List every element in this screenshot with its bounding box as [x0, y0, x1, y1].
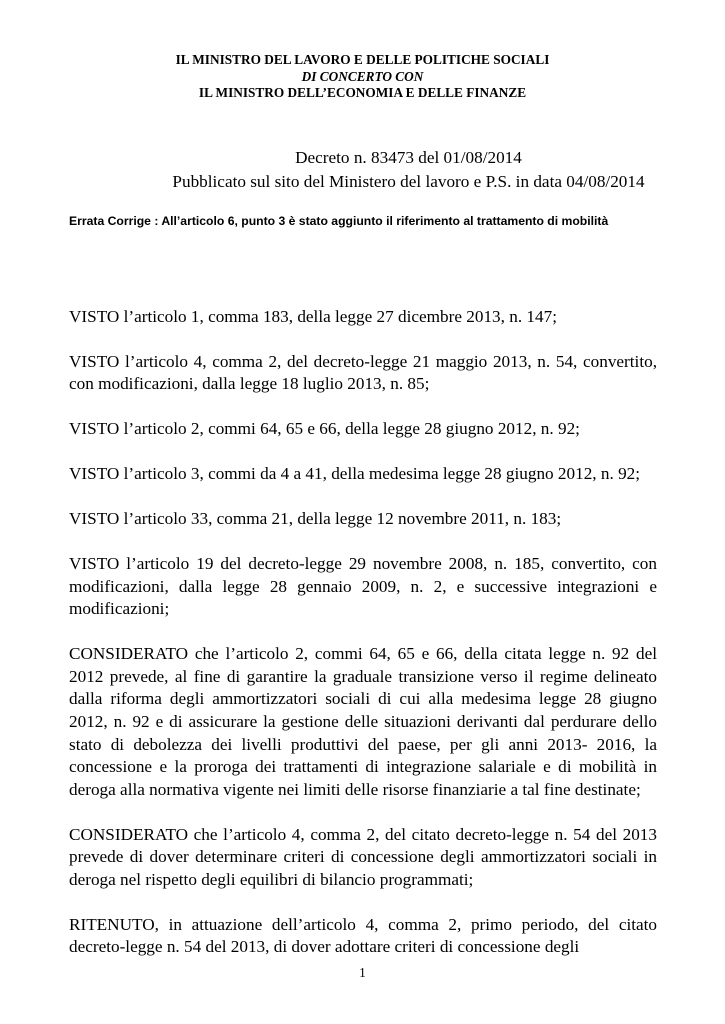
paragraph-visto-6: VISTO l’articolo 19 del decreto-legge 29 novembre 2008, n. 185, convertito, con modificazioni, dalla legge 28 gennaio 2009, n. 2, e successive integrazioni e modificazioni;	[69, 554, 657, 619]
page-number: 1	[359, 965, 366, 980]
header-minister-economy: IL MINISTRO DELL’ECONOMIA E DELLE FINANZE	[198, 85, 527, 100]
paragraph-visto-1: VISTO l’articolo 1, comma 183, della legge 27 dicembre 2013, n. 147;	[69, 307, 557, 326]
header-minister-labour: IL MINISTRO DEL LAVORO E DELLE POLITICHE SOCIALI	[175, 52, 550, 67]
decree-title-block	[0, 146, 725, 194]
paragraph-visto-3: VISTO l’articolo 2, commi 64, 65 e 66, della legge 28 giugno 2012, n. 92;	[69, 419, 580, 439]
header-in-concert-with: DI CONCERTO CON	[301, 68, 424, 84]
paragraph-considerato-1: CONSIDERATO che l’articolo 2, commi 64, 65 e 66, della citata legge n. 92 del 2012 prevede, al fine di garantire la graduale transizione verso il regime delineato dalla riforma degli ammortizzatori sociali di cui alla medesima legge 28 giugno 2012, n. 92 e di assicurare la gestione delle situazioni derivanti dal perdurare dello stato di debolezza dei livelli produttivi del paese, per gli anni 2013- 2016, la concessione e la proroga dei trattamenti di integrazione salariale e di mobilità in deroga alla normativa vigente nei limiti delle risorse finanziarie a tal fine destinate;	[69, 644, 657, 799]
paragraph-visto-5: VISTO l’articolo 33, comma 21, della legge 12 novembre 2011, n. 183;	[69, 509, 562, 529]
document-body	[69, 306, 657, 959]
document-header	[0, 52, 725, 102]
paragraph-considerato-2: CONSIDERATO che l’articolo 4, comma 2, del citato decreto-legge n. 54 del 2013 prevede di dover determinare criteri di concessione degli ammortizzatori sociali in deroga nel rispetto degli equilibri di bilancio programmati;	[69, 824, 657, 889]
decree-publication-note: Pubblicato sul sito del Ministero del lavoro e P.S. in data 04/08/2014	[172, 172, 645, 191]
errata-corrige-note: Errata Corrige : All’articolo 6, punto 3 è stato aggiunto il riferimento al trattamento di mobilità	[69, 214, 609, 228]
decree-number: Decreto n. 83473 del 01/08/2014	[295, 148, 522, 167]
paragraph-visto-2: VISTO l’articolo 4, comma 2, del decreto-legge 21 maggio 2013, n. 54, convertito, con modificazioni, dalla legge 18 luglio 2013, n. 85;	[69, 351, 657, 394]
paragraph-ritenuto: RITENUTO, in attuazione dell’articolo 4, comma 2, primo periodo, del citato decreto-legge n. 54 del 2013, di dover adottare criteri di concessione degli	[69, 914, 657, 957]
paragraph-visto-4: VISTO l’articolo 3, commi da 4 a 41, della medesima legge 28 giugno 2012, n. 92;	[69, 464, 641, 484]
